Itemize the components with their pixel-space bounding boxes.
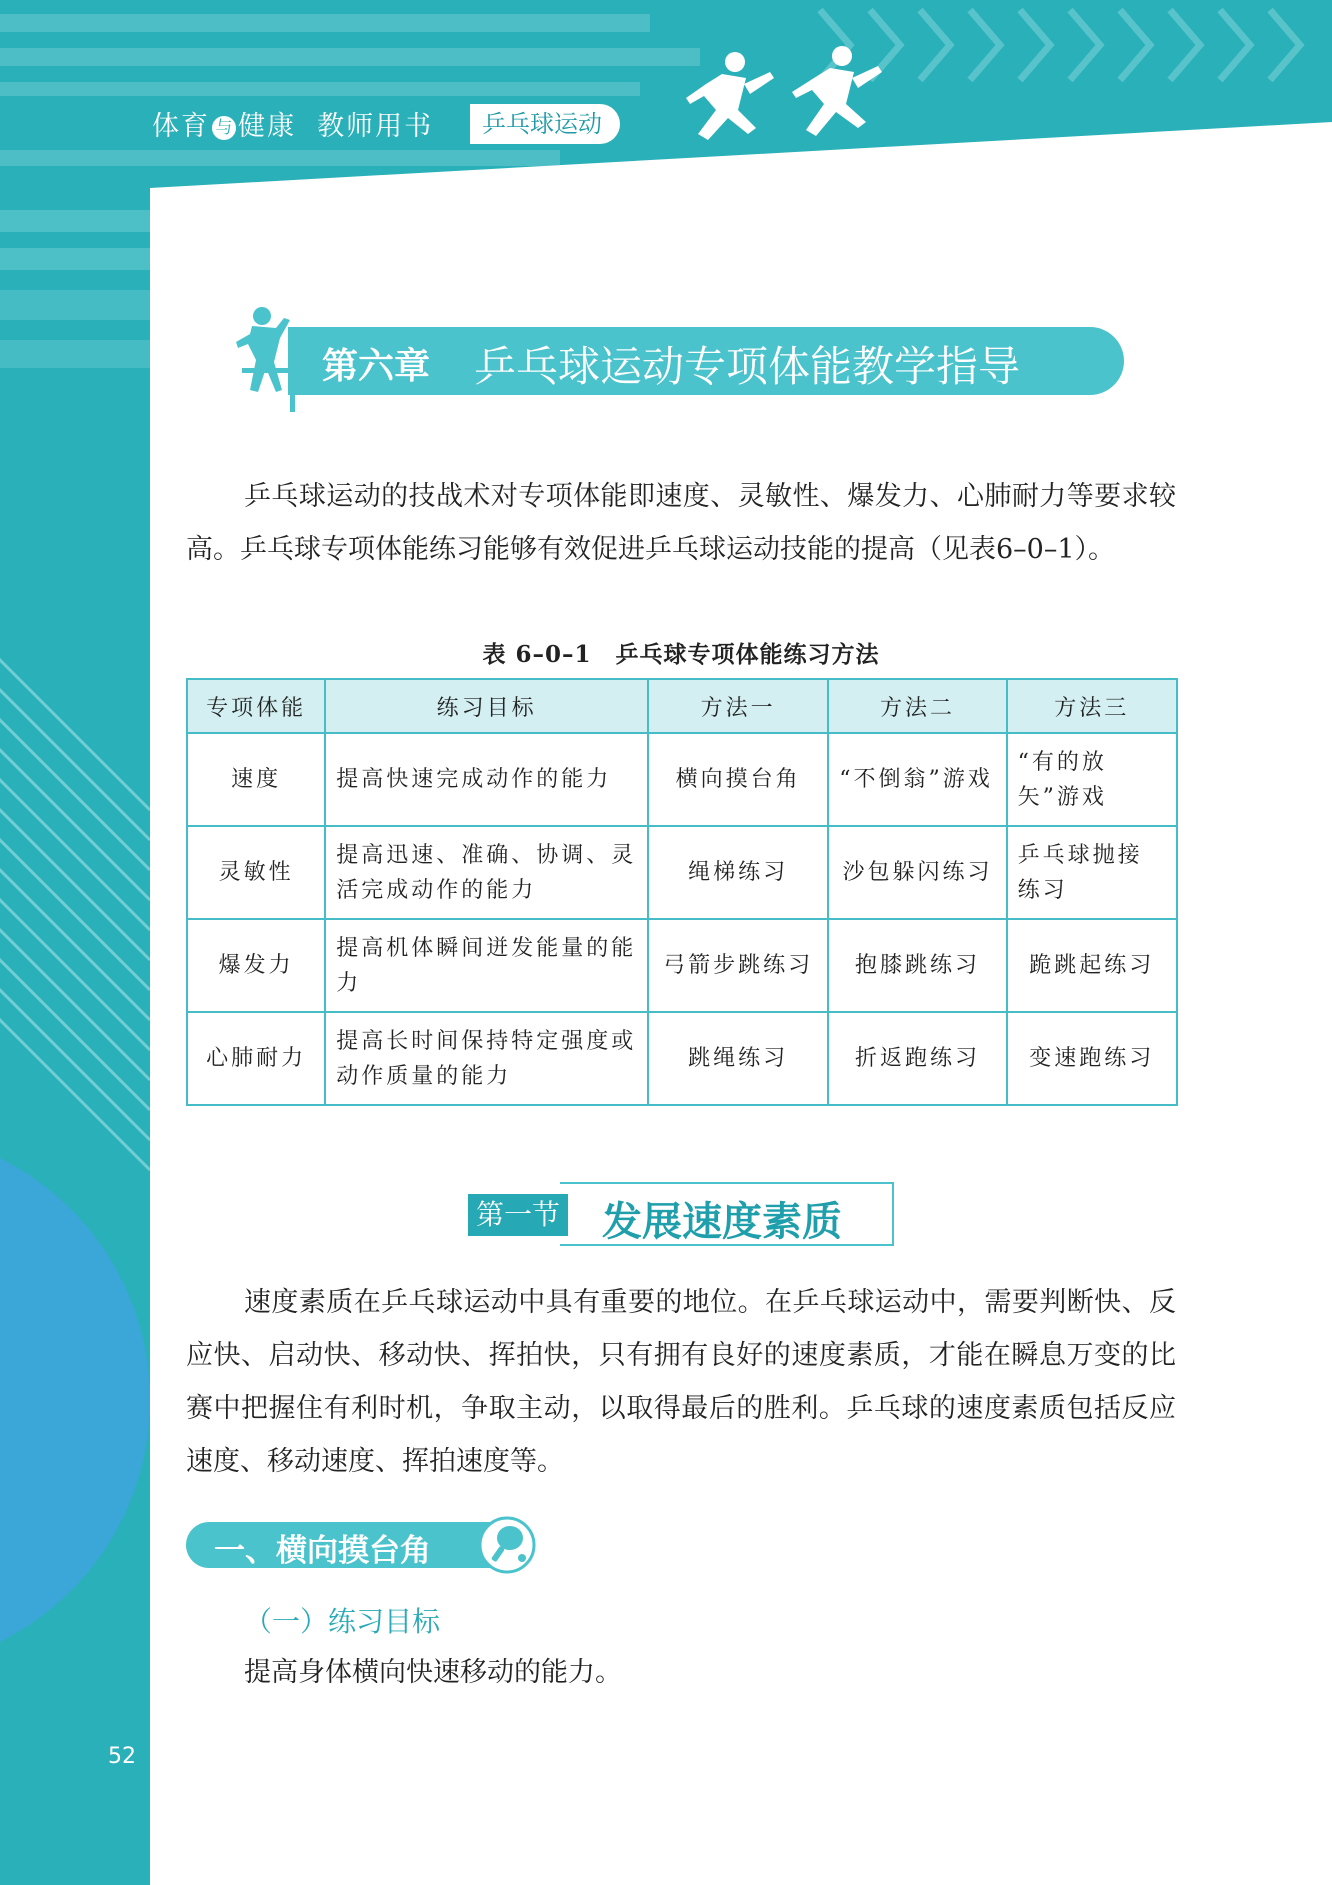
section-number: 第一节: [468, 1194, 568, 1236]
table-row: [187, 733, 1177, 826]
table-cell: 提高机体瞬间迸发能量的能力: [325, 919, 648, 1012]
section-heading: [468, 1182, 898, 1244]
table-row: [187, 1012, 1177, 1105]
fitness-drills-table: [186, 678, 1178, 1106]
intro-paragraph: 乒乓球运动的技战术对专项体能即速度、灵敏性、爆发力、心肺耐力等要求较高。乒乓球专项体能练习能够有效促进乒乓球运动技能的提高（见表6–0–1）。: [186, 481, 1176, 565]
table-cell: 灵敏性: [187, 826, 325, 919]
goal-text: 提高身体横向快速移动的能力。: [244, 1657, 622, 1688]
chapter-title: 乒乓球运动专项体能教学指导: [474, 342, 1021, 391]
table-cell: 提高迅速、准确、协调、灵活完成动作的能力: [325, 826, 648, 919]
table-cell: 横向摸台角: [648, 733, 828, 826]
table-cell: 乒乓球抛接练习: [1007, 826, 1177, 919]
table-header-row: [187, 679, 1177, 733]
table-cell: 折返跑练习: [828, 1012, 1006, 1105]
table-caption: 表 6–0–1 乒乓球专项体能练习方法: [482, 641, 880, 668]
page-number: 52: [108, 1744, 136, 1769]
table-cell: 爆发力: [187, 919, 325, 1012]
table-cell: “不倒翁”游戏: [828, 733, 1006, 826]
table-header-cell: 练习目标: [325, 679, 648, 733]
topic-tag: 乒乓球运动: [470, 104, 620, 144]
table-cell: 抱膝跳练习: [828, 919, 1006, 1012]
and-badge: 与: [212, 116, 236, 140]
table-cell: 绳梯练习: [648, 826, 828, 919]
table-cell: 弓箭步跳练习: [648, 919, 828, 1012]
chapter-number: 第六章: [322, 346, 431, 387]
section-paragraph: 速度素质在乒乓球运动中具有重要的地位。在乒乓球运动中，需要判断快、反应快、启动快、移动快、挥拍快，只有拥有良好的速度素质，才能在瞬息万变的比赛中把握住有利时机，争取主动，以取得最后的胜利。乒乓球的速度素质包括反应速度、移动速度、挥拍速度等。: [186, 1287, 1176, 1477]
table-header-cell: 方法一: [648, 679, 828, 733]
table-row: [187, 826, 1177, 919]
table-cell: 心肺耐力: [187, 1012, 325, 1105]
table-cell: 提高快速完成动作的能力: [325, 733, 648, 826]
table-cell: 变速跑练习: [1007, 1012, 1177, 1105]
table-cell: 速度: [187, 733, 325, 826]
table-header-cell: 方法三: [1007, 679, 1177, 733]
table-cell: 跪跳起练习: [1007, 919, 1177, 1012]
table-cell: 提高长时间保持特定强度或动作质量的能力: [325, 1012, 648, 1105]
book-series-title: [152, 104, 433, 143]
table-cell: “有的放矢”游戏: [1007, 733, 1177, 826]
header-part1: 体育: [152, 111, 210, 142]
table-header-cell: 方法二: [828, 679, 1006, 733]
table-cell: 跳绳练习: [648, 1012, 828, 1105]
subsubsection-title: （一）练习目标: [244, 1605, 441, 1638]
header-part2: 健康: [238, 111, 296, 142]
header-edition: 教师用书: [317, 111, 434, 142]
subsection-title: 一、横向摸台角: [214, 1533, 431, 1569]
table-row: [187, 919, 1177, 1012]
table-cell: 沙包躲闪练习: [828, 826, 1006, 919]
section-title: 发展速度素质: [602, 1199, 842, 1245]
paddle-icon: [478, 1516, 536, 1574]
table-header-cell: 专项体能: [187, 679, 325, 733]
